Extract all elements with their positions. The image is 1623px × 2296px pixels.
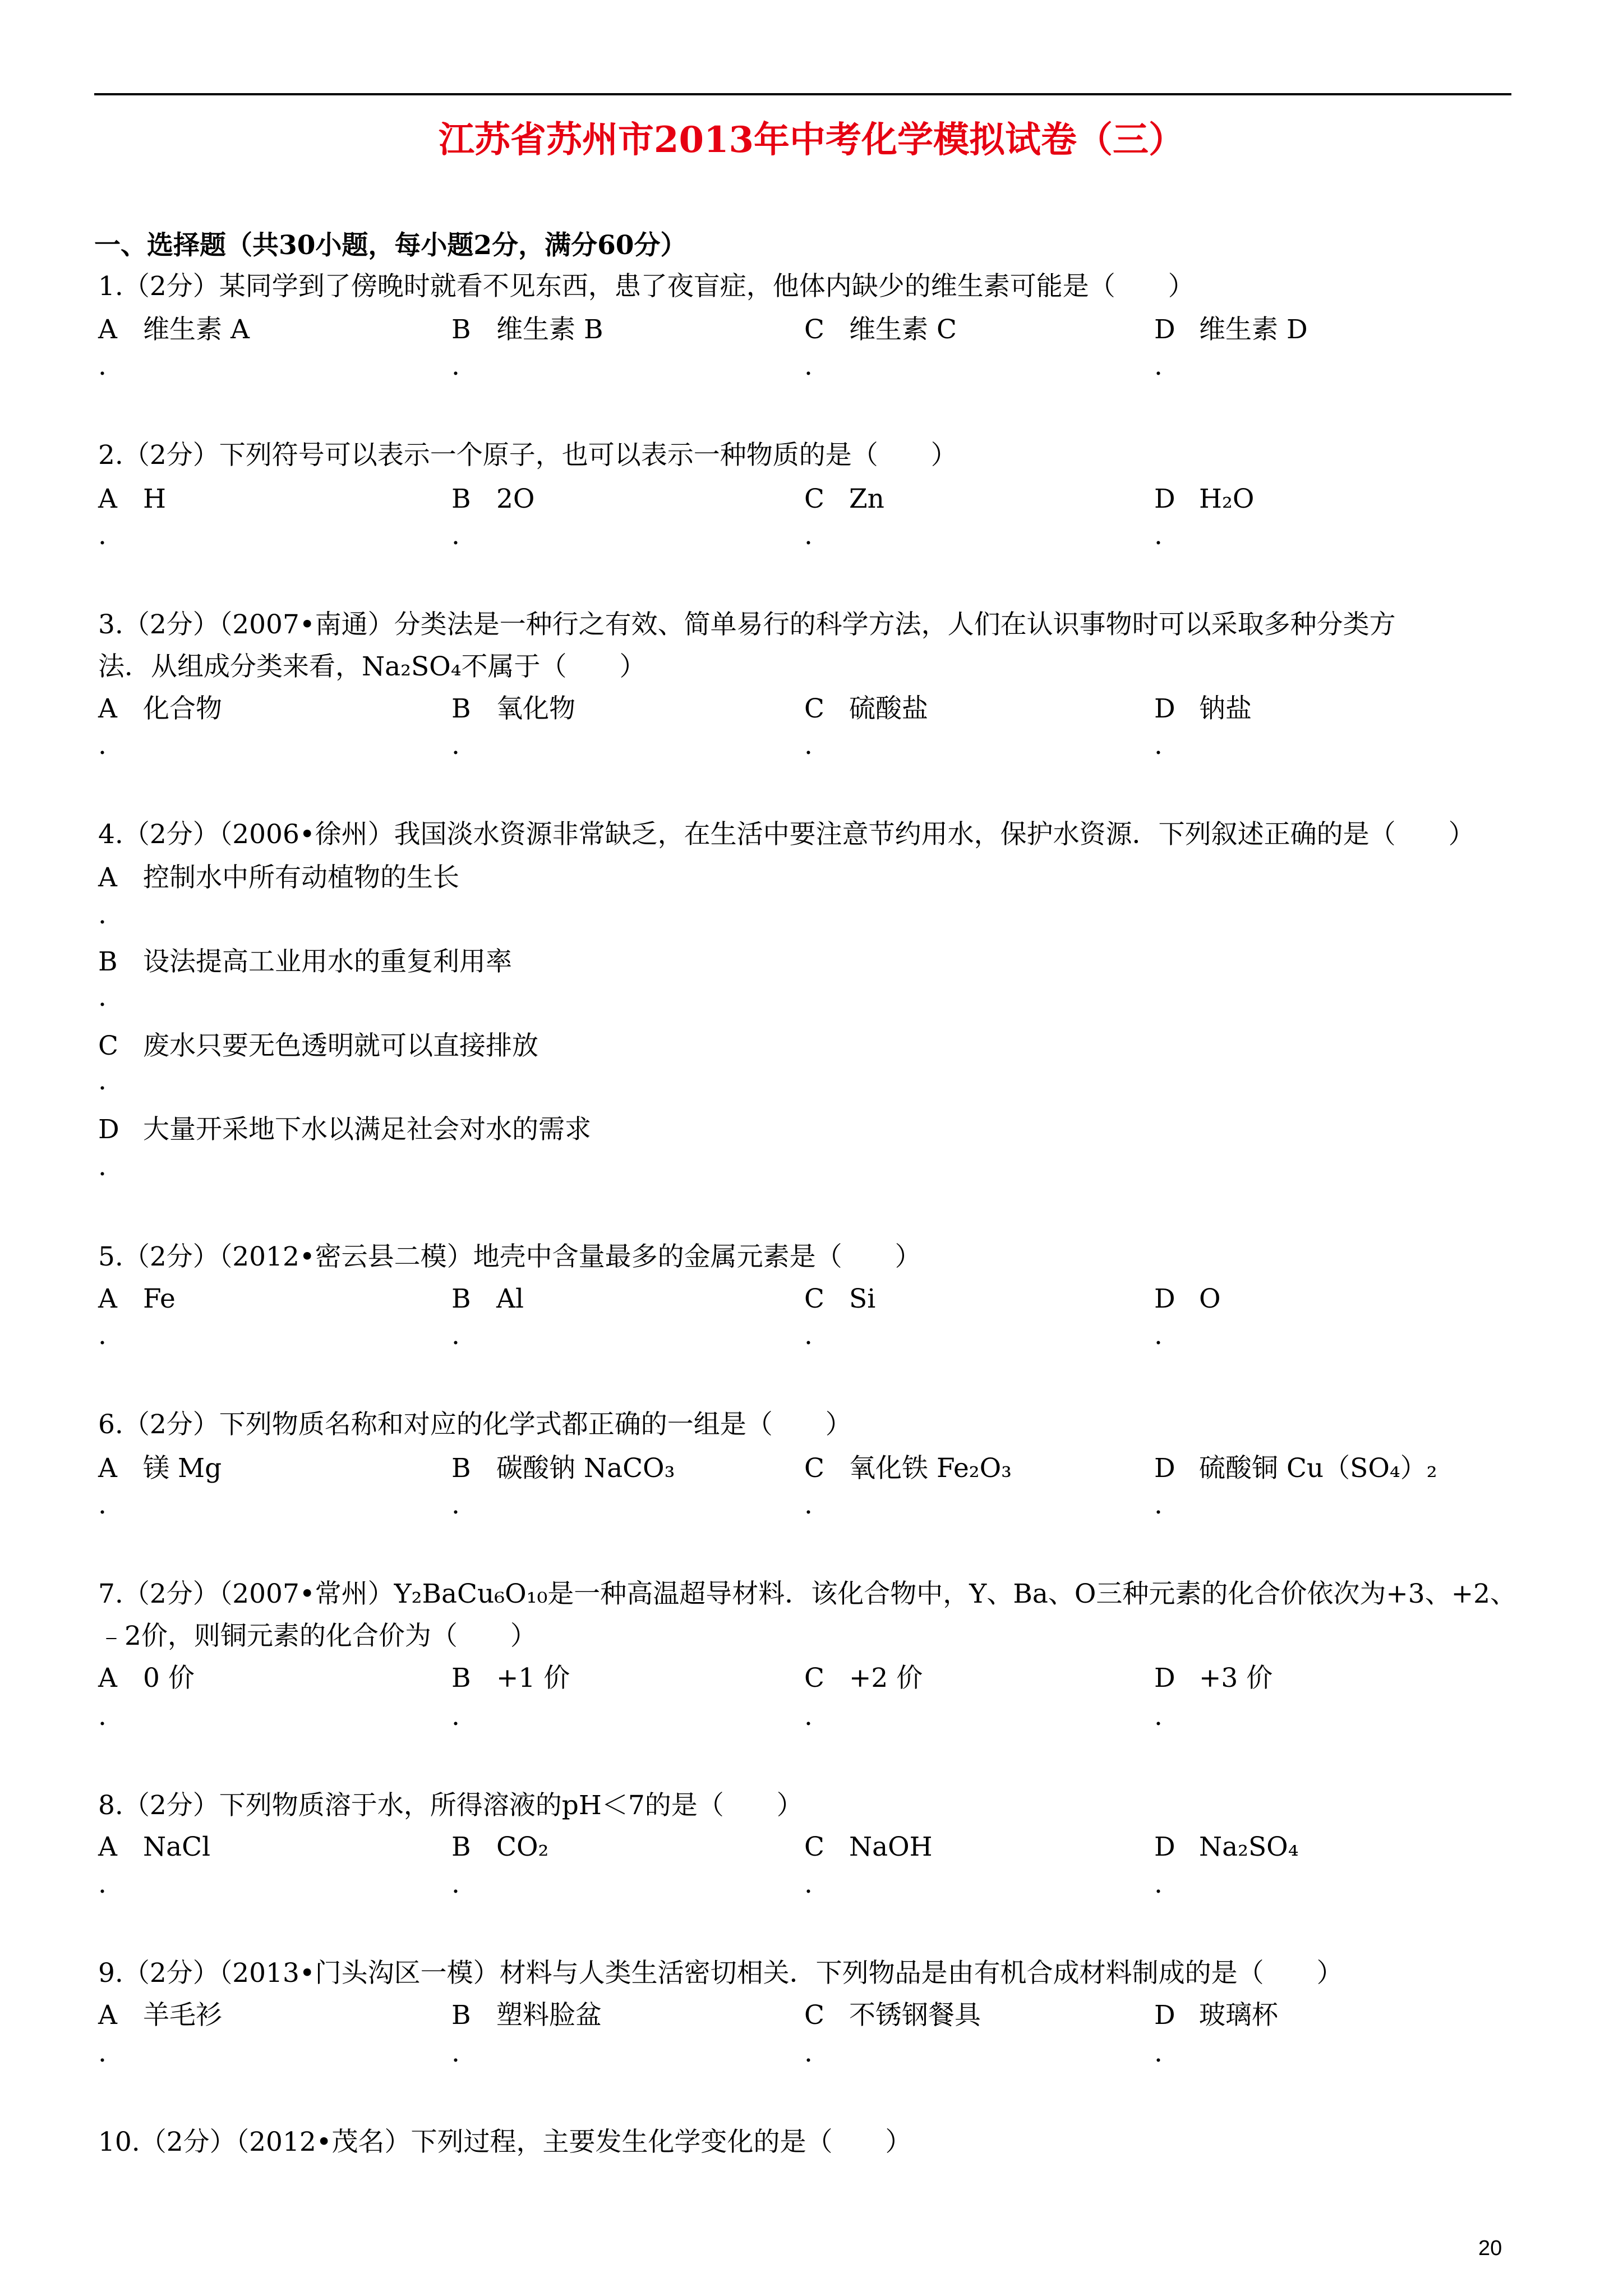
option-label: C (804, 314, 824, 345)
option-text: 设法提高工业用水的重复利用率 (143, 946, 512, 977)
option-mark: . (451, 730, 460, 761)
option-mark: . (98, 351, 107, 381)
option-b (451, 692, 575, 726)
option-mark: . (804, 1701, 813, 1732)
exam-title: 江苏省苏州市2013年中考化学模拟试卷（三） (438, 119, 1185, 161)
option-label: A (98, 1663, 117, 1694)
option-text: O (1199, 1283, 1221, 1314)
option-label: C (804, 484, 824, 514)
option-text: 钠盐 (1199, 693, 1252, 724)
options-row (0, 1662, 1623, 1695)
option-text: Al (496, 1283, 524, 1314)
option-c (804, 1452, 1012, 1485)
option-label: A (98, 314, 117, 345)
options-row (0, 1282, 1623, 1316)
option-mark: . (1154, 351, 1163, 381)
option-a (98, 1452, 222, 1485)
option-c (804, 1999, 981, 2032)
option-a (98, 1662, 195, 1695)
option-label: A (98, 693, 117, 724)
option-label: D (1154, 1832, 1175, 1862)
option-mark: . (98, 520, 107, 551)
option-marks-row (0, 349, 1623, 383)
option-text: 2O (496, 484, 535, 514)
options-row (0, 1830, 1623, 1864)
option-d (1154, 313, 1308, 347)
option-c (804, 313, 957, 347)
option-a (98, 1999, 222, 2032)
option-b (451, 313, 603, 347)
option-text: 羊毛衫 (143, 2000, 222, 2031)
option-mark: . (98, 1065, 107, 1096)
option-mark: . (1154, 730, 1163, 761)
option-marks-row (0, 1064, 1623, 1098)
option-a (98, 313, 250, 347)
option-label: B (451, 1283, 471, 1314)
option-text: CO₂ (496, 1832, 549, 1862)
option-label: C (804, 1832, 824, 1862)
option-label: B (451, 1832, 471, 1862)
question-stem: 6.（2分）下列物质名称和对应的化学式都正确的一组是（ ） (98, 1409, 852, 1440)
option-mark: . (98, 730, 107, 761)
option-label: D (1154, 1663, 1175, 1694)
option-d (1154, 1830, 1299, 1864)
option-text: H₂O (1199, 484, 1255, 514)
option-mark: . (1154, 520, 1163, 551)
option-c (804, 1662, 923, 1695)
option-label: D (98, 1114, 119, 1145)
question-stem: 10.（2分）（2012•茂名）下列过程，主要发生化学变化的是（ ） (98, 2127, 912, 2157)
option-label: D (1154, 314, 1175, 345)
option-marks-row (0, 981, 1623, 1014)
option-text: 镁 Mg (143, 1453, 222, 1484)
options-row (0, 313, 1623, 347)
option-mark: . (98, 2037, 107, 2068)
option-text: 维生素 B (496, 314, 603, 345)
option-mark: . (98, 982, 107, 1013)
option-mark: . (804, 1320, 813, 1351)
option-text: 控制水中所有动植物的生长 (143, 862, 459, 893)
option-c (98, 1029, 538, 1063)
page-number: 20 (1478, 2237, 1502, 2260)
options-row (0, 1029, 1623, 1063)
options-row (0, 692, 1623, 726)
option-b (451, 1662, 570, 1695)
option-label: C (804, 693, 824, 724)
question-stem: 8.（2分）下列物质溶于水，所得溶液的pH＜7的是（ ） (98, 1790, 803, 1821)
option-text: 硫酸盐 (849, 693, 928, 724)
option-mark: . (98, 1151, 107, 1182)
section-heading: 一、选择题（共30小题，每小题2分，满分60分） (94, 230, 687, 261)
option-a (98, 1830, 210, 1864)
option-marks-row (0, 1867, 1623, 1901)
option-text: 不锈钢餐具 (849, 2000, 981, 2031)
option-text: 维生素 A (143, 314, 250, 345)
option-label: A (98, 2000, 117, 2031)
option-label: A (98, 1832, 117, 1862)
option-label: B (451, 314, 471, 345)
option-marks-row (0, 519, 1623, 553)
options-row (0, 945, 1623, 979)
option-b (451, 1999, 602, 2032)
option-b (451, 1830, 548, 1864)
option-text: 氧化物 (496, 693, 575, 724)
option-text: 硫酸铜 Cu（SO₄）₂ (1199, 1453, 1437, 1484)
option-label: C (804, 1453, 824, 1484)
option-text: Na₂SO₄ (1199, 1832, 1299, 1862)
option-label: B (451, 1663, 471, 1694)
option-text: +3 价 (1199, 1663, 1273, 1694)
option-text: 氧化铁 Fe₂O₃ (849, 1453, 1012, 1484)
option-label: C (804, 1283, 824, 1314)
option-c (804, 1282, 875, 1316)
option-a (98, 692, 222, 726)
option-label: C (804, 2000, 824, 2031)
option-mark: . (451, 351, 460, 381)
option-marks-row (0, 1488, 1623, 1522)
options-row (0, 1113, 1623, 1147)
option-a (98, 482, 166, 516)
option-mark: . (804, 730, 813, 761)
option-a (98, 861, 459, 895)
option-mark: . (804, 351, 813, 381)
option-b (451, 482, 534, 516)
option-text: 维生素 D (1199, 314, 1308, 345)
option-d (1154, 1662, 1272, 1695)
option-label: A (98, 862, 117, 893)
option-mark: . (98, 1869, 107, 1899)
option-label: D (1154, 484, 1175, 514)
option-mark: . (804, 1489, 813, 1520)
option-mark: . (804, 520, 813, 551)
question-stem-continued: 法．从组成分类来看，Na₂SO₄不属于（ ） (98, 651, 646, 682)
option-marks-row (0, 898, 1623, 932)
option-c (804, 1830, 933, 1864)
option-label: D (1154, 1283, 1175, 1314)
top-rule (94, 93, 1511, 95)
question-stem: 4.（2分）（2006•徐州）我国淡水资源非常缺乏，在生活中要注意节约用水，保护水资源．下列叙述正确的是（ ） (98, 819, 1475, 850)
option-text: NaOH (849, 1832, 933, 1862)
option-text: 0 价 (143, 1663, 195, 1694)
option-mark: . (804, 2037, 813, 2068)
question-stem: 2.（2分）下列符号可以表示一个原子，也可以表示一种物质的是（ ） (98, 440, 957, 471)
option-mark: . (1154, 1869, 1163, 1899)
option-text: +2 价 (849, 1663, 923, 1694)
option-mark: . (1154, 2037, 1163, 2068)
option-mark: . (1154, 1701, 1163, 1732)
option-b (451, 1452, 675, 1485)
option-a (98, 1282, 176, 1316)
option-b (98, 945, 512, 979)
question-stem-continued: ﹣2价，则铜元素的化合价为（ ） (98, 1621, 537, 1651)
option-text: 化合物 (143, 693, 222, 724)
option-label: B (451, 2000, 471, 2031)
option-mark: . (451, 1320, 460, 1351)
option-text: Si (849, 1283, 876, 1314)
option-b (451, 1282, 524, 1316)
option-label: A (98, 1453, 117, 1484)
option-c (804, 692, 928, 726)
options-row (0, 482, 1623, 516)
question-stem: 9.（2分）（2013•门头沟区一模）材料与人类生活密切相关．下列物品是由有机合成材料制成的是（ ） (98, 1958, 1343, 1989)
option-text: +1 价 (496, 1663, 570, 1694)
option-text: H (143, 484, 166, 514)
option-mark: . (98, 899, 107, 930)
option-mark: . (804, 1869, 813, 1899)
option-mark: . (451, 1489, 460, 1520)
options-row (0, 1452, 1623, 1485)
option-d (98, 1113, 591, 1147)
option-text: 维生素 C (849, 314, 957, 345)
option-d (1154, 1999, 1278, 2032)
option-text: 大量开采地下水以满足社会对水的需求 (143, 1114, 591, 1145)
option-label: A (98, 484, 117, 514)
option-text: Zn (849, 484, 884, 514)
option-label: C (804, 1663, 824, 1694)
option-mark: . (451, 520, 460, 551)
option-label: B (451, 1453, 471, 1484)
option-text: NaCl (143, 1832, 211, 1862)
option-c (804, 482, 884, 516)
option-label: D (1154, 2000, 1175, 2031)
option-label: D (1154, 693, 1175, 724)
option-label: B (98, 946, 118, 977)
option-mark: . (451, 1869, 460, 1899)
option-marks-row (0, 1319, 1623, 1352)
option-text: 废水只要无色透明就可以直接排放 (143, 1030, 538, 1061)
question-stem: 1.（2分）某同学到了傍晚时就看不见东西，患了夜盲症，他体内缺少的维生素可能是（ ） (98, 271, 1195, 302)
option-text: 塑料脸盆 (496, 2000, 602, 2031)
options-row (0, 861, 1623, 895)
option-mark: . (451, 2037, 460, 2068)
option-mark: . (98, 1701, 107, 1732)
option-d (1154, 1452, 1437, 1485)
question-stem: 7.（2分）（2007•常州）Y₂BaCu₆O₁₀是一种高温超导材料．该化合物中，Y、Ba、O三种元素的化合价依次为+3、+2、 (98, 1579, 1516, 1609)
option-label: C (98, 1030, 118, 1061)
question-stem: 5.（2分）（2012•密云县二模）地壳中含量最多的金属元素是（ ） (98, 1241, 921, 1272)
option-mark: . (1154, 1320, 1163, 1351)
option-label: B (451, 484, 471, 514)
option-mark: . (98, 1320, 107, 1351)
options-row (0, 1999, 1623, 2032)
option-label: D (1154, 1453, 1175, 1484)
option-d (1154, 482, 1254, 516)
option-mark: . (1154, 1489, 1163, 1520)
question-stem: 3.（2分）（2007•南通）分类法是一种行之有效、简单易行的科学方法，人们在认识事物时可以采取多种分类方 (98, 609, 1396, 640)
option-d (1154, 692, 1252, 726)
option-marks-row (0, 2036, 1623, 2070)
option-text: 玻璃杯 (1199, 2000, 1278, 2031)
option-marks-row (0, 1150, 1623, 1184)
option-label: A (98, 1283, 117, 1314)
option-d (1154, 1282, 1221, 1316)
option-marks-row (0, 1700, 1623, 1733)
option-label: B (451, 693, 471, 724)
option-mark: . (98, 1489, 107, 1520)
option-text: Fe (143, 1283, 176, 1314)
option-marks-row (0, 729, 1623, 762)
option-mark: . (451, 1701, 460, 1732)
option-text: 碳酸钠 NaCO₃ (496, 1453, 675, 1484)
